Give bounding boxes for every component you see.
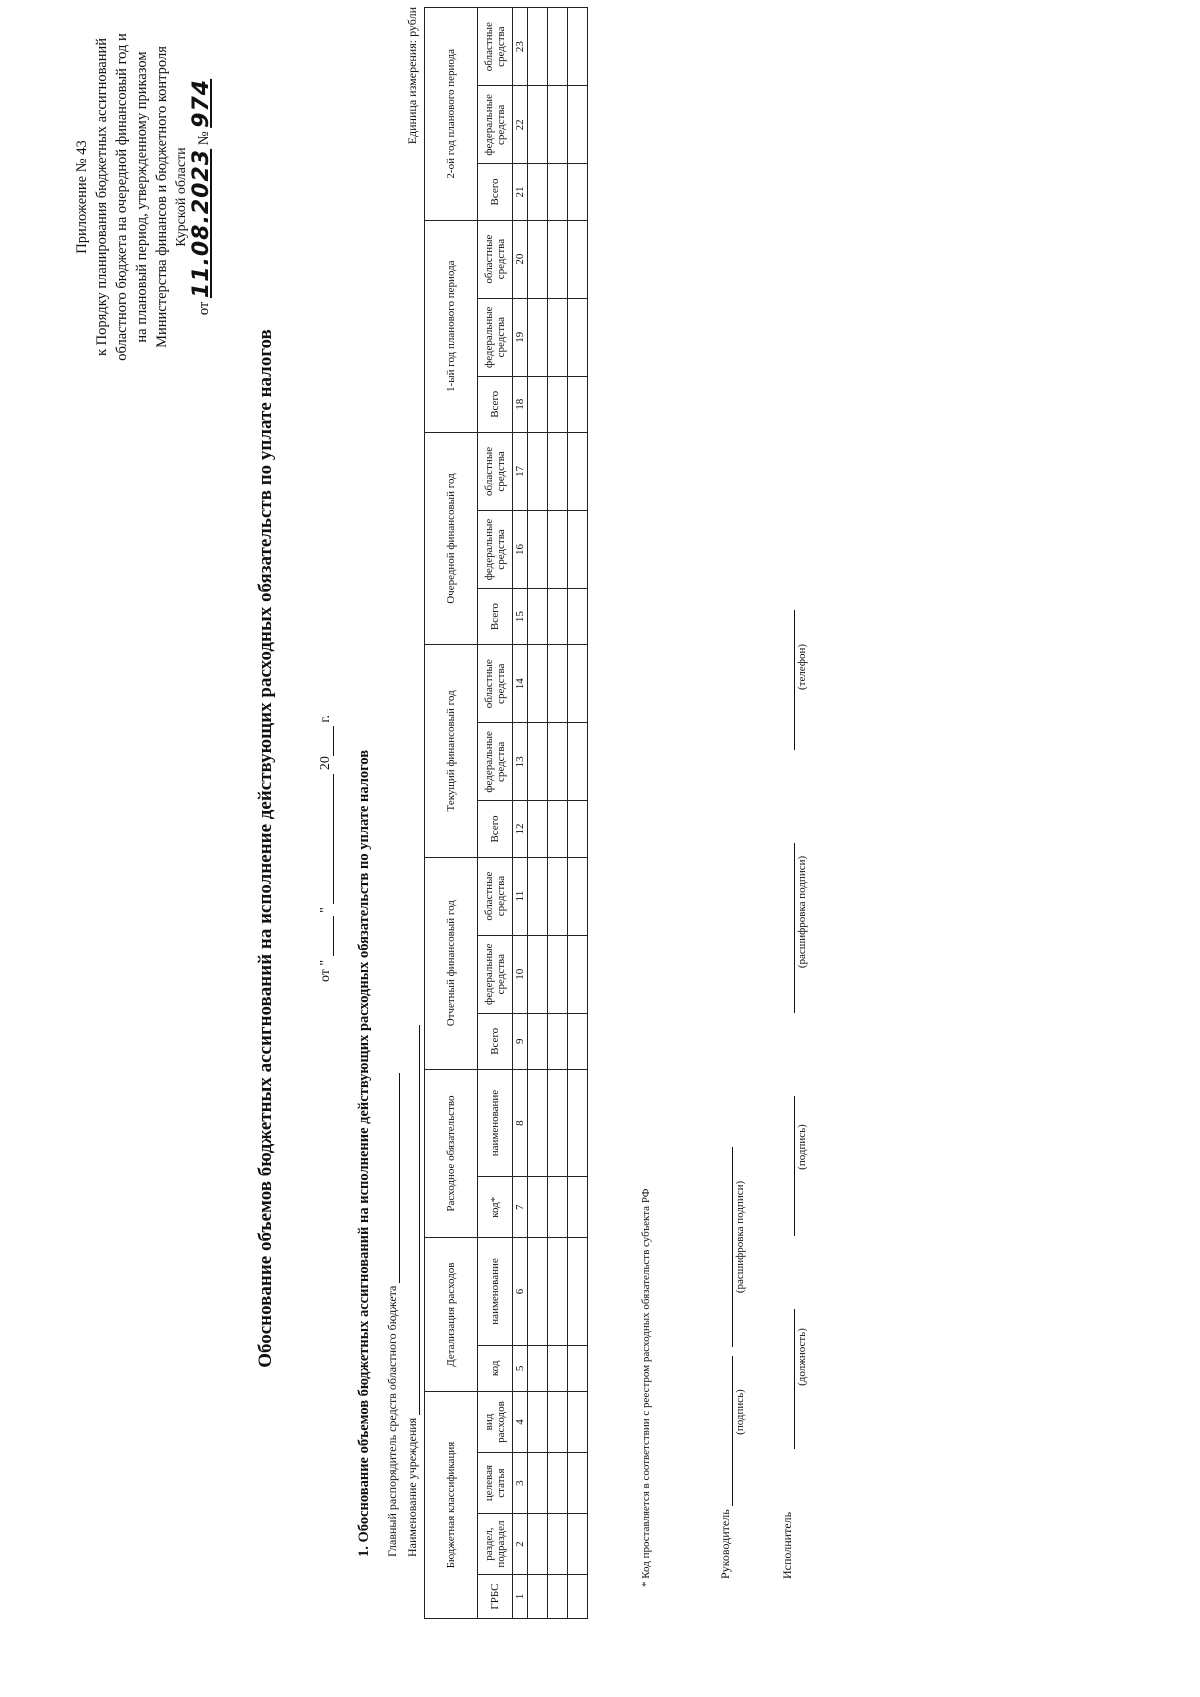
appendix-number: Приложение № 43 (74, 140, 90, 254)
header-reporting-year: Отчетный финансовый год (425, 857, 478, 1069)
column-number: 14 (513, 645, 528, 723)
header-obligation: Расходное обязательство (425, 1069, 478, 1237)
column-number: 15 (513, 589, 528, 645)
subheader-code: код (478, 1345, 513, 1391)
column-number: 6 (513, 1238, 528, 1345)
header-current-year: Текущий финансовый год (425, 645, 478, 857)
number-sign: № (196, 131, 212, 146)
field-blank (407, 1025, 420, 1415)
column-number: 11 (513, 857, 528, 935)
year-suffix: г. (318, 714, 333, 723)
executor-decoding-blank (782, 843, 795, 1013)
appendix-line: Министерства финансов и бюджетного контроля (154, 46, 170, 348)
table-subheader-row (478, 8, 513, 1619)
table-row (548, 8, 568, 1619)
column-number: 9 (513, 1013, 528, 1069)
column-number: 18 (513, 376, 528, 432)
header-next-year: Очередной финансовый год (425, 432, 478, 644)
head-decoding-blank (720, 1147, 733, 1347)
column-number: 16 (513, 510, 528, 588)
unit-label: Единица измерения: рубли (405, 7, 419, 145)
budget-table (424, 7, 588, 1619)
executor-signature-caption: (подпись) (796, 1124, 808, 1170)
field-institution (405, 1025, 420, 1557)
subheader-grbs: ГРБС (478, 1575, 513, 1619)
subheader-regional: областные средства (478, 8, 513, 86)
column-number: 22 (513, 86, 528, 164)
column-number: 10 (513, 935, 528, 1013)
subheader-total: Всего (478, 801, 513, 857)
field-label: Наименование учреждения (405, 1417, 419, 1557)
executor-signature-blank (782, 1096, 795, 1236)
subheader-total: Всего (478, 164, 513, 220)
date-from-label: от " (318, 959, 333, 983)
subheader-code-star: код* (478, 1177, 513, 1238)
subheader-total: Всего (478, 376, 513, 432)
appendix-date-line (189, 0, 214, 407)
column-number: 12 (513, 801, 528, 857)
subheader-regional: областные средства (478, 432, 513, 510)
column-number: 19 (513, 298, 528, 376)
column-number: 23 (513, 8, 528, 86)
head-decoding-caption: (расшифровка подписи) (734, 1180, 746, 1294)
subheader-name: наименование (478, 1069, 513, 1176)
header-plan-year-1: 1-ый год планового периода (425, 220, 478, 432)
appendix-line: к Порядку планирования бюджетных ассигнований (94, 38, 110, 356)
subheader-federal: федеральные средства (478, 86, 513, 164)
day-blank (321, 916, 334, 956)
subheader-type: вид расходов (478, 1392, 513, 1453)
subheader-section: раздел, подраздел (478, 1514, 513, 1575)
section-title: 1. Обоснование объемов бюджетных ассигнований на исполнение действующих расходных обязательств по уплате налогов (356, 749, 372, 1557)
subheader-federal: федеральные средства (478, 510, 513, 588)
from-label: от (196, 301, 212, 316)
executor-decoding-caption: (расшифровка подписи) (796, 855, 808, 969)
subheader-regional: областные средства (478, 645, 513, 723)
year-prefix: 20 (318, 756, 333, 771)
head-signature-blank (720, 1356, 733, 1506)
subheader-total: Всего (478, 589, 513, 645)
table-header-row (425, 8, 478, 1619)
handwritten-date: 11.08.2023 (189, 148, 214, 299)
field-blank (387, 1073, 400, 1283)
column-number-row (513, 8, 528, 1619)
year-blank (321, 726, 334, 756)
field-label: Главный распорядитель средств областного бюджета (385, 1285, 399, 1557)
subheader-regional: областные средства (478, 220, 513, 298)
column-number: 5 (513, 1345, 528, 1391)
appendix-header (72, 0, 214, 407)
header-budget-class: Бюджетная классификация (425, 1392, 478, 1619)
executor-label: Исполнитель (780, 1511, 794, 1579)
head-signature-line (718, 1147, 733, 1579)
column-number: 4 (513, 1392, 528, 1453)
column-number: 2 (513, 1514, 528, 1575)
appendix-line: областного бюджета на очередной финансовый год и (114, 33, 130, 361)
subheader-federal: федеральные средства (478, 935, 513, 1013)
footnote: * Код проставляется в соответствии с реестром расходных обязательств субъекта РФ (640, 1188, 652, 1587)
subheader-target: целевая статья (478, 1453, 513, 1514)
head-label: Руководитель (718, 1509, 732, 1579)
executor-position-caption: (должность) (796, 1328, 808, 1386)
appendix-line: на плановый период, утвержденному приказом (134, 51, 150, 343)
executor-phone-blank (782, 610, 795, 750)
appendix-region: Курской области (174, 147, 189, 247)
field-main-distributor (385, 1073, 400, 1557)
table-row (528, 8, 548, 1619)
handwritten-number: 974 (189, 78, 214, 128)
month-blank (321, 774, 334, 904)
executor-phone-caption: (телефон) (796, 643, 808, 691)
executor-position-blank (782, 1309, 795, 1449)
subheader-federal: федеральные средства (478, 723, 513, 801)
column-number: 21 (513, 164, 528, 220)
column-number: 1 (513, 1575, 528, 1619)
column-number: 8 (513, 1069, 528, 1176)
subheader-regional: областные средства (478, 857, 513, 935)
executor-signature-line (780, 610, 795, 1579)
subheader-name: наименование (478, 1238, 513, 1345)
quote-close: " (318, 907, 333, 913)
head-signature-caption: (подпись) (734, 1389, 746, 1435)
column-number: 13 (513, 723, 528, 801)
subheader-total: Всего (478, 1013, 513, 1069)
column-number: 7 (513, 1177, 528, 1238)
header-plan-year-2: 2-ой год планового периода (425, 8, 478, 221)
page-title: Обоснование объемов бюджетных ассигнований на исполнение действующих расходных обязательств по уплате налогов (255, 329, 276, 1368)
column-number: 3 (513, 1453, 528, 1514)
column-number: 20 (513, 220, 528, 298)
subheader-federal: федеральные средства (478, 298, 513, 376)
date-line (318, 0, 334, 1697)
column-number: 17 (513, 432, 528, 510)
table-row (568, 8, 588, 1619)
header-expense-detail: Детализация расходов (425, 1238, 478, 1392)
